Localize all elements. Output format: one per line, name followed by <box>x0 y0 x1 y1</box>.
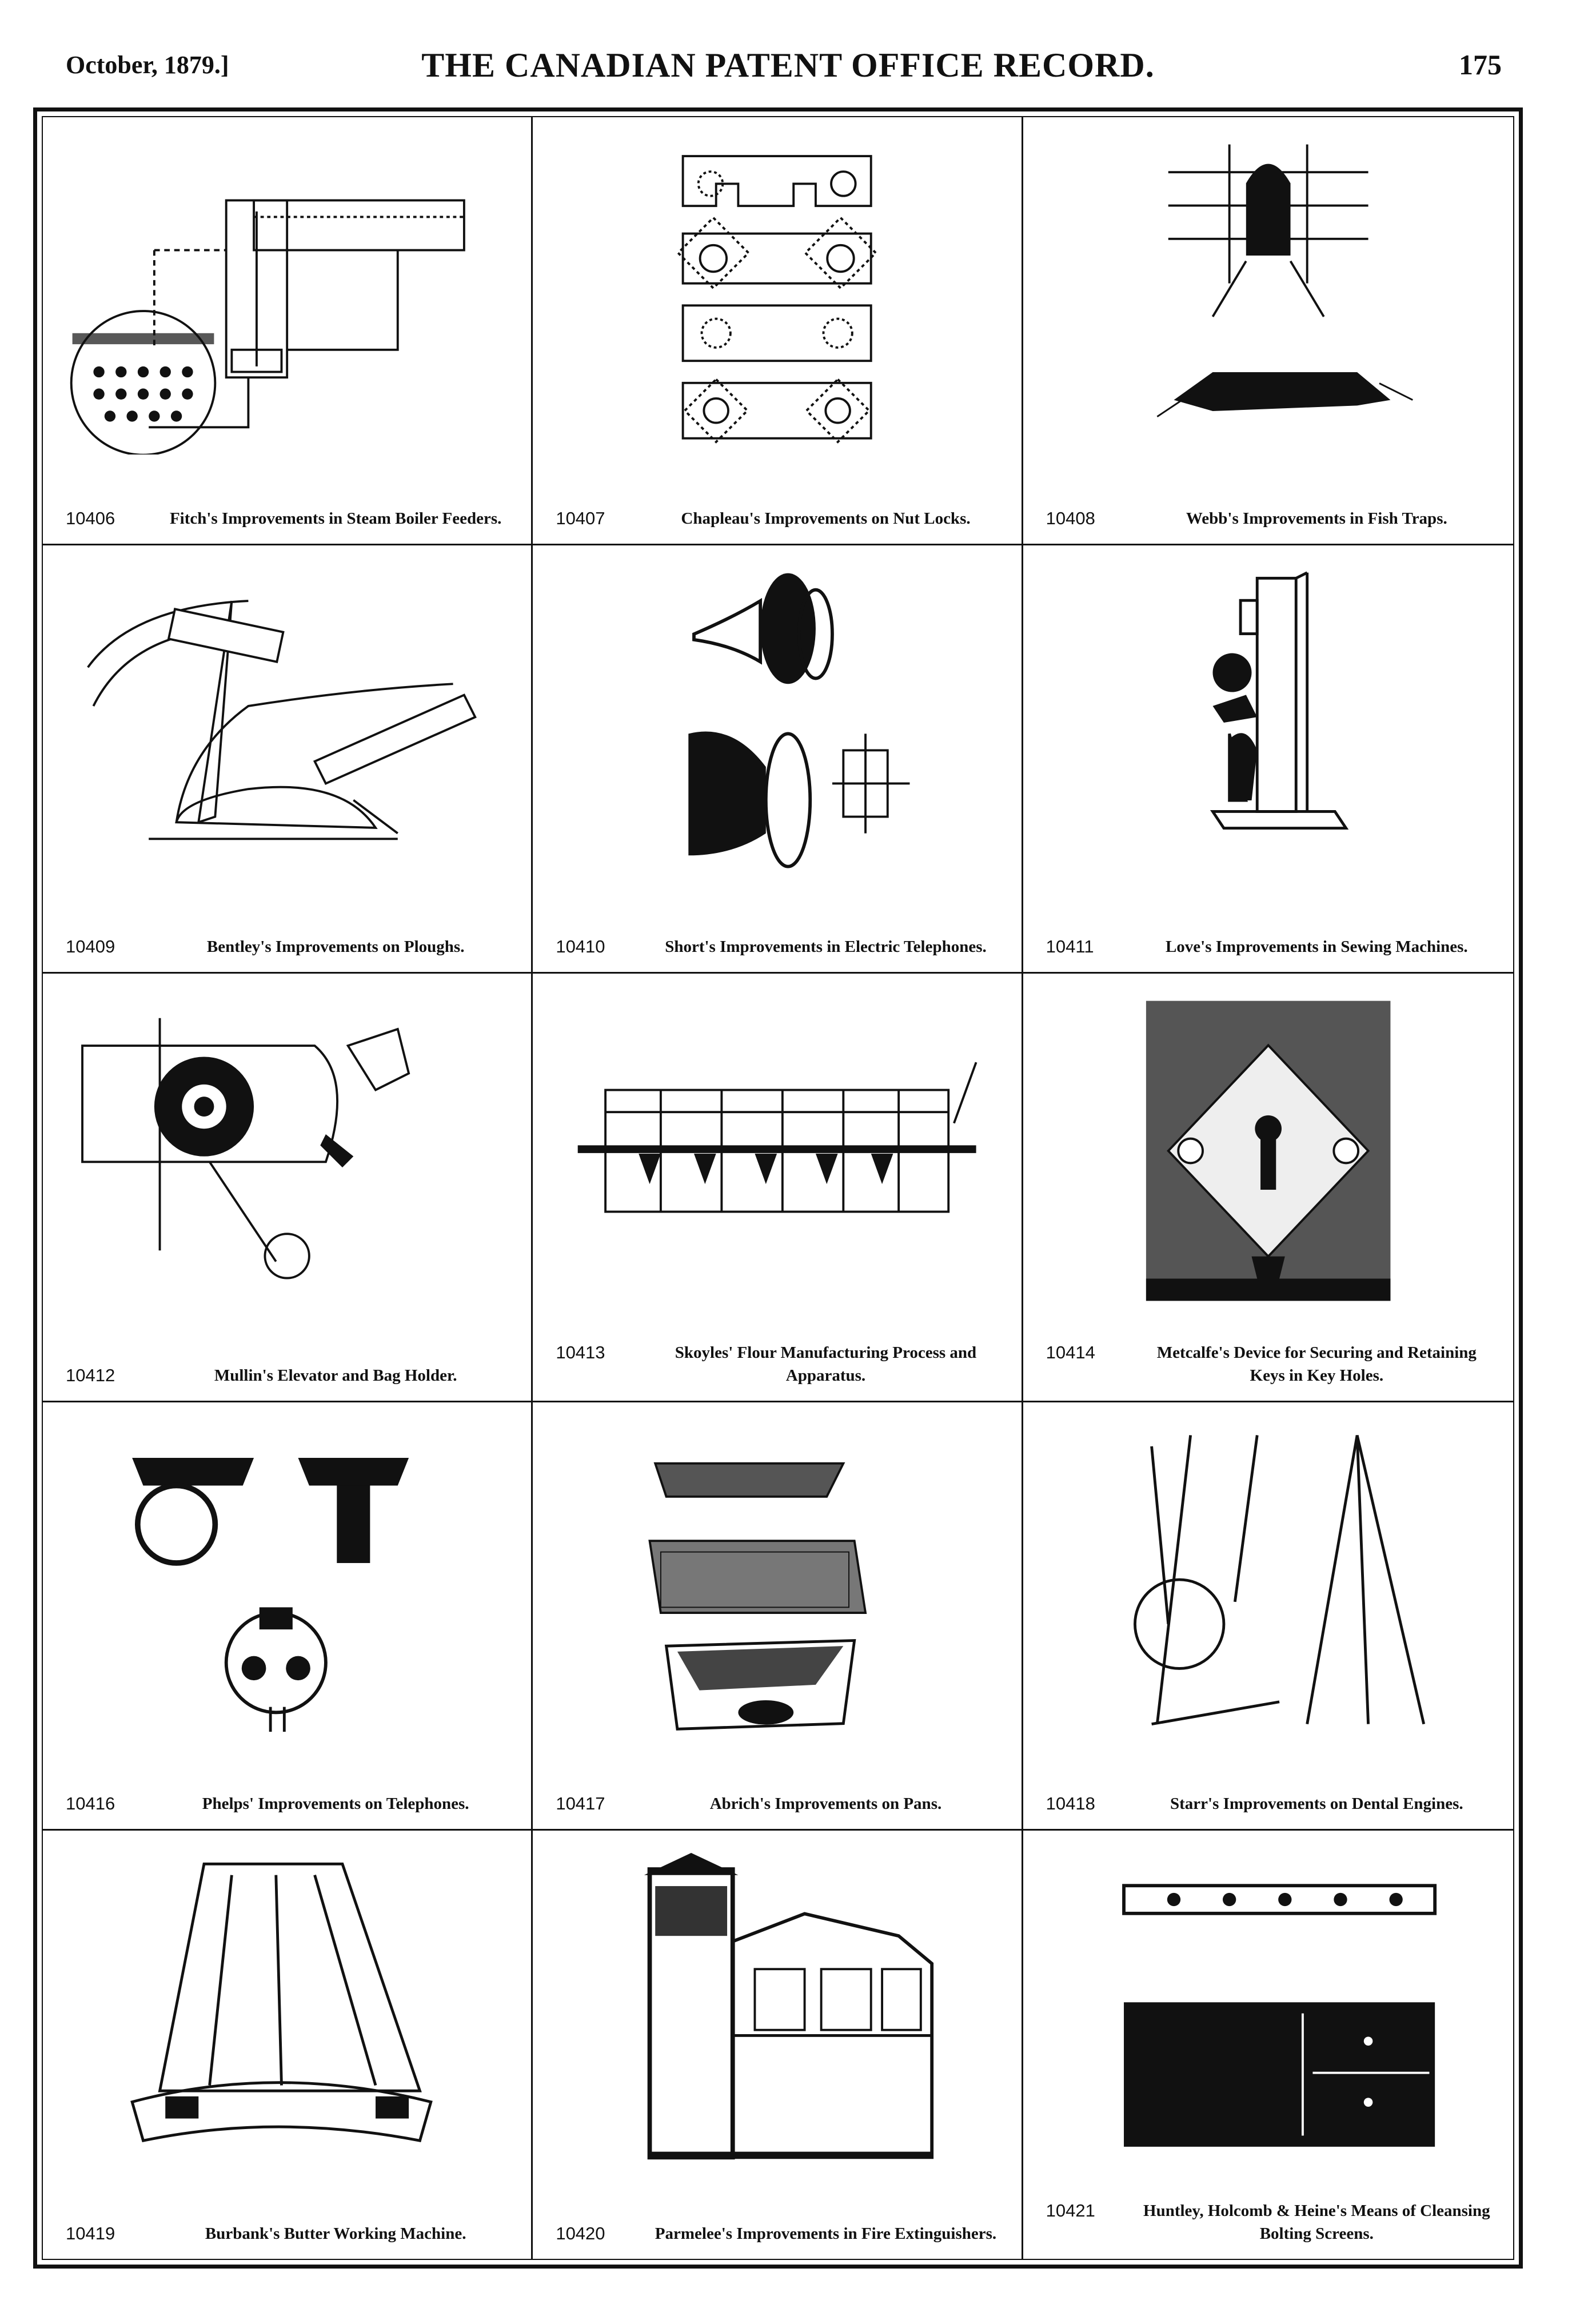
patent-drawing-sewing-machine <box>1046 563 1490 883</box>
patent-number: 10413 <box>556 1342 605 1362</box>
patent-title: Mullin's Elevator and Bag Holder. <box>214 1366 457 1385</box>
patent-number: 10408 <box>1046 508 1095 529</box>
patent-caption <box>66 1792 514 1815</box>
patent-grid-frame <box>33 107 1523 2269</box>
patent-title: Love's Improvements in Sewing Machines. <box>1165 938 1468 956</box>
patent-cell <box>1023 974 1513 1402</box>
patent-drawing-telephone-phelps <box>66 1420 508 1740</box>
patent-title: Huntley, Holcomb & Heine's Means of Cleansing Bolting Screens. <box>1143 2202 1490 2243</box>
patent-caption <box>66 2222 514 2245</box>
patent-caption <box>556 507 1004 530</box>
patent-number: 10411 <box>1046 936 1094 957</box>
patent-drawing-fish-trap <box>1046 134 1490 455</box>
patent-number: 10420 <box>556 2223 605 2243</box>
patent-caption <box>66 1364 514 1387</box>
patent-title: Phelps' Improvements on Telephones. <box>202 1794 469 1813</box>
patent-drawing-telephone <box>556 563 998 883</box>
patent-title: Short's Improvements in Electric Telephones. <box>665 938 987 956</box>
patent-cell <box>43 117 533 545</box>
patent-caption <box>1046 1792 1496 1815</box>
patent-title: Bentley's Improvements on Ploughs. <box>206 938 465 956</box>
patent-caption <box>556 1792 1004 1815</box>
patent-drawing-bolting-screen <box>1046 1848 1490 2168</box>
patent-cell <box>533 974 1023 1402</box>
patent-title: Starr's Improvements on Dental Engines. <box>1170 1794 1463 1813</box>
patent-number: 10417 <box>556 1793 605 1813</box>
patent-caption <box>1046 1341 1496 1387</box>
patent-caption <box>556 935 1004 958</box>
patent-caption <box>66 507 514 530</box>
patent-grid <box>42 116 1514 2260</box>
patent-title: Burbank's Butter Working Machine. <box>205 2225 466 2243</box>
patent-drawing-elevator-bag-holder <box>66 991 508 1311</box>
patent-caption <box>66 935 514 958</box>
patent-cell <box>533 117 1023 545</box>
patent-number: 10418 <box>1046 1793 1095 1813</box>
patent-cell <box>43 974 533 1402</box>
patent-number: 10407 <box>556 508 605 529</box>
patent-number: 10416 <box>66 1793 115 1813</box>
patent-cell <box>1023 117 1513 545</box>
patent-title: Webb's Improvements in Fish Traps. <box>1186 509 1447 528</box>
page-header <box>0 0 1576 114</box>
patent-title: Parmelee's Improvements in Fire Extinguishers. <box>655 2225 997 2243</box>
patent-cell <box>533 1831 1023 2259</box>
patent-caption <box>556 1341 1004 1387</box>
patent-caption <box>1046 935 1496 958</box>
patent-cell <box>1023 1402 1513 1831</box>
patent-title: Metcalfe's Device for Securing and Retaining Keys in Key Holes. <box>1156 1343 1477 1385</box>
patent-drawing-key-hole-device <box>1046 991 1490 1311</box>
patent-drawing-butter-machine <box>66 1848 508 2168</box>
patent-cell <box>533 545 1023 974</box>
patent-number: 10410 <box>556 936 605 957</box>
patent-number: 10414 <box>1046 1342 1095 1362</box>
patent-cell <box>533 1402 1023 1831</box>
issue-date: October, 1879.] <box>66 51 229 79</box>
patent-drawing-plough <box>66 563 508 883</box>
patent-title: Skoyles' Flour Manufacturing Process and Apparatus. <box>675 1343 977 1385</box>
patent-caption <box>1046 507 1496 530</box>
patent-drawing-flour-apparatus <box>556 991 998 1311</box>
patent-number: 10409 <box>66 936 115 957</box>
patent-cell <box>43 545 533 974</box>
patent-drawing-steam-boiler-feeder <box>66 134 508 455</box>
publication-title: THE CANADIAN PATENT OFFICE RECORD. <box>421 46 1155 84</box>
patent-caption <box>1046 2199 1496 2245</box>
patent-cell <box>43 1402 533 1831</box>
patent-caption <box>556 2222 1004 2245</box>
patent-title: Fitch's Improvements in Steam Boiler Feeders. <box>169 509 502 528</box>
patent-cell <box>43 1831 533 2259</box>
patent-number: 10412 <box>66 1365 115 1385</box>
patent-number: 10419 <box>66 2223 115 2243</box>
patent-drawing-pans <box>556 1420 998 1740</box>
patent-drawing-nut-lock <box>556 134 998 455</box>
patent-title: Abrich's Improvements on Pans. <box>709 1794 942 1813</box>
patent-drawing-dental-engine <box>1046 1420 1490 1740</box>
patent-title: Chapleau's Improvements on Nut Locks. <box>681 509 971 528</box>
page-number: 175 <box>1459 49 1502 81</box>
patent-cell <box>1023 545 1513 974</box>
patent-number: 10421 <box>1046 2201 1095 2221</box>
patent-number: 10406 <box>66 508 115 529</box>
patent-cell <box>1023 1831 1513 2259</box>
patent-drawing-fire-extinguisher <box>556 1848 998 2168</box>
